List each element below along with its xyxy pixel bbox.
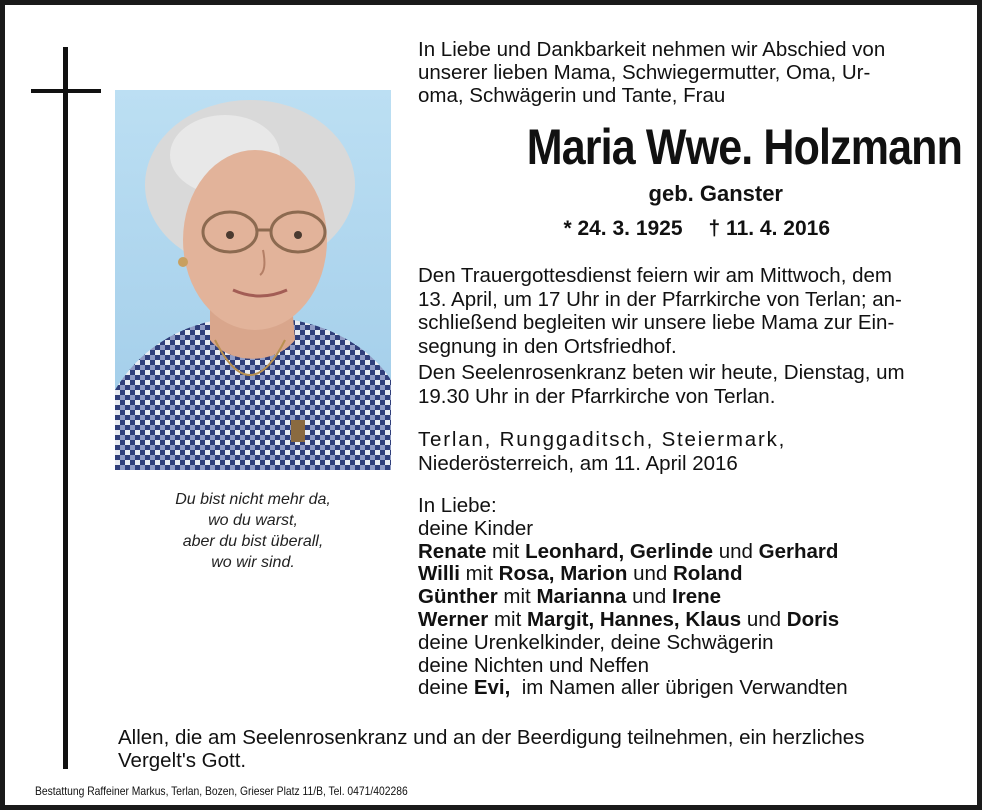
portrait-photo xyxy=(115,90,391,470)
children-label: deine Kinder xyxy=(418,516,534,540)
cross-horizontal-bar xyxy=(31,89,101,93)
mass-line: segnung in den Ortsfriedhof. xyxy=(418,334,677,358)
family-list xyxy=(418,495,963,700)
death-date: † 11. 4. 2016 xyxy=(708,217,830,240)
intro-line: unserer lieben Mama, Schwiegermutter, Oma, Ur- xyxy=(418,61,871,84)
quote-line: aber du bist überall, xyxy=(182,533,324,550)
quote-line: wo du warst, xyxy=(208,512,298,529)
intro-line: oma, Schwägerin und Tante, Frau xyxy=(418,84,726,107)
funeral-service-text xyxy=(418,264,963,358)
life-dates xyxy=(435,217,830,241)
mass-line: Den Trauergottesdienst feiern wir am Mittwoch, dem xyxy=(418,264,892,287)
rosary-line: 19.30 Uhr in der Pfarrkirche von Terlan. xyxy=(418,384,776,408)
place-line: Terlan, Runggaditsch, Steiermark, xyxy=(418,428,787,451)
funeral-home-footer: Bestattung Raffeiner Markus, Terlan, Bozen, Grieser Platz 11/B, Tel. 0471/402286 xyxy=(35,784,408,798)
family-row: Willi mit Rosa, Marion und Roland xyxy=(418,562,743,586)
quote-line: wo wir sind. xyxy=(211,554,295,571)
intro-line: In Liebe und Dankbarkeit nehmen wir Abschied von xyxy=(418,38,886,61)
thanks-text xyxy=(118,726,963,772)
nieces-line: deine Nichten und Neffen xyxy=(418,653,649,677)
thanks-line: Allen, die am Seelenrosenkranz und an der Beerdigung teilnehmen, ein herzliches xyxy=(118,726,865,749)
thanks-line: Vergelt's Gott. xyxy=(118,749,247,772)
deceased-name: Maria Wwe. Holzmann xyxy=(526,119,962,175)
mass-line: schließend begleiten wir unsere liebe Mama zur Ein- xyxy=(418,311,895,334)
quote-line: Du bist nicht mehr da, xyxy=(175,491,331,508)
maiden-name: geb. Ganster xyxy=(648,181,783,206)
place-and-date xyxy=(418,428,963,475)
relatives-line: deine Evi, im Namen aller übrigen Verwandten xyxy=(418,676,848,700)
family-heading: In Liebe: xyxy=(418,494,497,517)
rosary-line: Den Seelenrosenkranz beten wir heute, Dienstag, um xyxy=(418,361,905,384)
mass-line: 13. April, um 17 Uhr in der Pfarrkirche von Terlan; an- xyxy=(418,287,902,311)
memorial-quote xyxy=(125,489,381,573)
birth-date: * 24. 3. 1925 xyxy=(563,217,683,240)
intro-text xyxy=(418,38,963,107)
family-row: Renate mit Leonhard, Gerlinde und Gerhard xyxy=(418,539,839,563)
rosary-text xyxy=(418,361,963,408)
family-row: Günther mit Marianna und Irene xyxy=(418,585,722,609)
cross-vertical-bar xyxy=(63,47,68,769)
place-line: Niederösterreich, am 11. April 2016 xyxy=(418,451,738,475)
great-grandchildren-line: deine Urenkelkinder, deine Schwägerin xyxy=(418,630,774,654)
family-row: Werner mit Margit, Hannes, Klaus und Doris xyxy=(418,607,840,631)
